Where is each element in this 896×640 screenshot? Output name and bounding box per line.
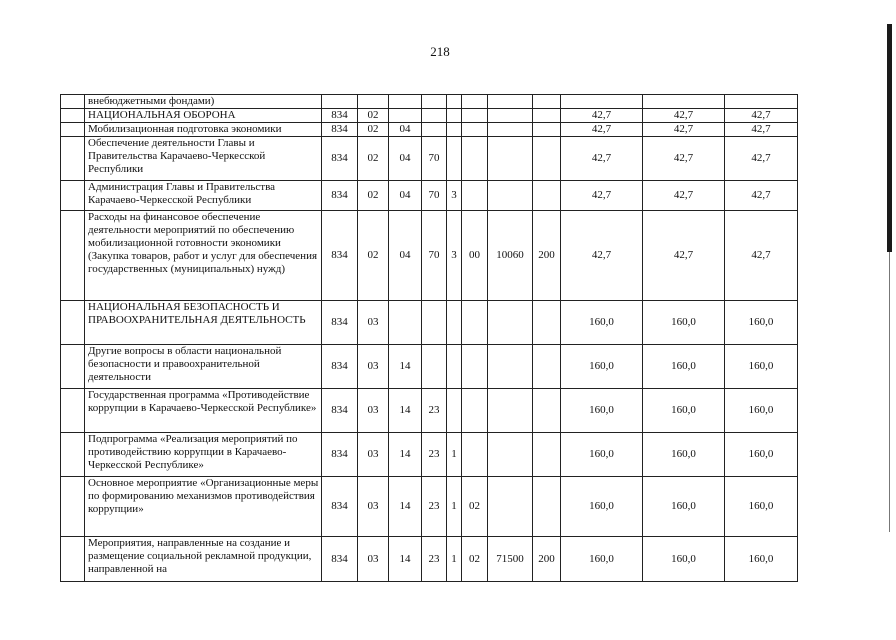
expense-type-code	[533, 95, 561, 109]
item-name: Другие вопросы в области национальной безопасности и правоохранительной деятельности	[85, 345, 322, 389]
section-code: 02	[358, 123, 389, 137]
amount-year-1: 160,0	[561, 301, 643, 345]
activity-code: 02	[462, 537, 488, 582]
dept-code: 834	[322, 301, 358, 345]
budget-table	[60, 94, 798, 582]
amount-year-2: 42,7	[643, 211, 725, 301]
amount-year-1: 42,7	[561, 181, 643, 211]
direction-code	[488, 137, 533, 181]
table-row	[61, 123, 798, 137]
row-marker-cell	[61, 345, 85, 389]
dept-code: 834	[322, 537, 358, 582]
dept-code	[322, 95, 358, 109]
direction-code	[488, 123, 533, 137]
subsection-code: 04	[389, 123, 422, 137]
row-marker-cell	[61, 181, 85, 211]
table-row	[61, 181, 798, 211]
amount-year-1: 42,7	[561, 123, 643, 137]
activity-code	[462, 301, 488, 345]
subsection-code: 04	[389, 211, 422, 301]
section-code: 02	[358, 137, 389, 181]
expense-type-code	[533, 137, 561, 181]
direction-code	[488, 109, 533, 123]
amount-year-2: 160,0	[643, 345, 725, 389]
table-row	[61, 477, 798, 537]
amount-year-2: 160,0	[643, 301, 725, 345]
direction-code	[488, 95, 533, 109]
amount-year-1: 160,0	[561, 389, 643, 433]
program-code	[422, 301, 447, 345]
row-marker-cell	[61, 389, 85, 433]
activity-code	[462, 389, 488, 433]
program-code	[422, 123, 447, 137]
direction-code: 71500	[488, 537, 533, 582]
section-code: 02	[358, 181, 389, 211]
item-name: Администрация Главы и Правительства Карачаево-Черкесской Республики	[85, 181, 322, 211]
activity-code: 00	[462, 211, 488, 301]
item-name: Основное мероприятие «Организационные меры по формированию механизмов противодействия коррупции»	[85, 477, 322, 537]
table-row	[61, 109, 798, 123]
direction-code	[488, 345, 533, 389]
subsection-code: 14	[389, 433, 422, 477]
program-code	[422, 109, 447, 123]
program-code	[422, 95, 447, 109]
dept-code: 834	[322, 137, 358, 181]
table-row	[61, 95, 798, 109]
activity-code	[462, 181, 488, 211]
section-code: 03	[358, 345, 389, 389]
row-marker-cell	[61, 95, 85, 109]
scan-edge-line	[889, 252, 890, 532]
table-row	[61, 345, 798, 389]
row-marker-cell	[61, 109, 85, 123]
subprogram-code	[447, 137, 462, 181]
subsection-code: 04	[389, 181, 422, 211]
amount-year-2	[643, 95, 725, 109]
amount-year-1: 160,0	[561, 345, 643, 389]
expense-type-code	[533, 477, 561, 537]
section-code: 03	[358, 389, 389, 433]
expense-type-code	[533, 123, 561, 137]
dept-code: 834	[322, 109, 358, 123]
amount-year-3: 42,7	[725, 109, 798, 123]
amount-year-1: 160,0	[561, 433, 643, 477]
item-name: Расходы на финансовое обеспечение деятельности мероприятий по обеспечению мобилизационной готовности экономики (Закупка товаров, работ и услуг для обеспечения государственных (муниципальных) нужд)	[85, 211, 322, 301]
row-marker-cell	[61, 211, 85, 301]
direction-code	[488, 477, 533, 537]
amount-year-3: 42,7	[725, 123, 798, 137]
direction-code	[488, 301, 533, 345]
subsection-code	[389, 301, 422, 345]
subsection-code: 14	[389, 537, 422, 582]
amount-year-1: 160,0	[561, 477, 643, 537]
amount-year-3: 160,0	[725, 433, 798, 477]
amount-year-2: 42,7	[643, 109, 725, 123]
amount-year-3: 42,7	[725, 181, 798, 211]
expense-type-code	[533, 181, 561, 211]
item-name: Обеспечение деятельности Главы и Правительства Карачаево-Черкесской Республики	[85, 137, 322, 181]
subprogram-code	[447, 109, 462, 123]
expense-type-code	[533, 345, 561, 389]
amount-year-3: 160,0	[725, 477, 798, 537]
activity-code	[462, 123, 488, 137]
amount-year-1	[561, 95, 643, 109]
subsection-code	[389, 95, 422, 109]
table-row	[61, 137, 798, 181]
section-code: 03	[358, 477, 389, 537]
activity-code	[462, 345, 488, 389]
subsection-code: 14	[389, 389, 422, 433]
table-row	[61, 433, 798, 477]
amount-year-2: 160,0	[643, 433, 725, 477]
table-row	[61, 211, 798, 301]
subprogram-code: 3	[447, 181, 462, 211]
section-code: 02	[358, 109, 389, 123]
program-code	[422, 345, 447, 389]
table-row	[61, 389, 798, 433]
budget-table-body	[61, 95, 798, 582]
section-code: 02	[358, 211, 389, 301]
section-code: 03	[358, 433, 389, 477]
activity-code	[462, 137, 488, 181]
direction-code	[488, 389, 533, 433]
dept-code: 834	[322, 433, 358, 477]
row-marker-cell	[61, 433, 85, 477]
item-name: Подпрограмма «Реализация мероприятий по противодействию коррупции в Карачаево-Черкесской Республике»	[85, 433, 322, 477]
page-number: 218	[430, 44, 450, 59]
table-row	[61, 537, 798, 582]
dept-code: 834	[322, 389, 358, 433]
amount-year-1: 160,0	[561, 537, 643, 582]
subprogram-code	[447, 95, 462, 109]
subsection-code: 04	[389, 137, 422, 181]
subprogram-code	[447, 345, 462, 389]
direction-code	[488, 181, 533, 211]
expense-type-code: 200	[533, 211, 561, 301]
program-code: 70	[422, 211, 447, 301]
amount-year-2: 42,7	[643, 137, 725, 181]
amount-year-1: 42,7	[561, 211, 643, 301]
table-row	[61, 301, 798, 345]
activity-code: 02	[462, 477, 488, 537]
row-marker-cell	[61, 537, 85, 582]
row-marker-cell	[61, 137, 85, 181]
item-name: Государственная программа «Противодействие коррупции в Карачаево-Черкесской Республике»	[85, 389, 322, 433]
expense-type-code	[533, 109, 561, 123]
item-name: НАЦИОНАЛЬНАЯ БЕЗОПАСНОСТЬ И ПРАВООХРАНИТЕЛЬНАЯ ДЕЯТЕЛЬНОСТЬ	[85, 301, 322, 345]
subprogram-code: 1	[447, 433, 462, 477]
expense-type-code	[533, 301, 561, 345]
dept-code: 834	[322, 477, 358, 537]
row-marker-cell	[61, 477, 85, 537]
item-name: Мобилизационная подготовка экономики	[85, 123, 322, 137]
row-marker-cell	[61, 301, 85, 345]
direction-code	[488, 433, 533, 477]
activity-code	[462, 433, 488, 477]
program-code: 23	[422, 389, 447, 433]
subsection-code: 14	[389, 477, 422, 537]
row-marker-cell	[61, 123, 85, 137]
subsection-code	[389, 109, 422, 123]
item-name: Мероприятия, направленные на создание и размещение социальной рекламной продукции, направленной на	[85, 537, 322, 582]
amount-year-3: 42,7	[725, 137, 798, 181]
section-code	[358, 95, 389, 109]
amount-year-3: 160,0	[725, 345, 798, 389]
subprogram-code: 3	[447, 211, 462, 301]
amount-year-3: 160,0	[725, 301, 798, 345]
program-code: 23	[422, 537, 447, 582]
section-code: 03	[358, 301, 389, 345]
expense-type-code	[533, 389, 561, 433]
amount-year-2: 42,7	[643, 181, 725, 211]
item-name: внебюджетными фондами)	[85, 95, 322, 109]
expense-type-code	[533, 433, 561, 477]
section-code: 03	[358, 537, 389, 582]
amount-year-2: 160,0	[643, 389, 725, 433]
direction-code: 10060	[488, 211, 533, 301]
amount-year-1: 42,7	[561, 109, 643, 123]
amount-year-2: 160,0	[643, 537, 725, 582]
amount-year-2: 42,7	[643, 123, 725, 137]
dept-code: 834	[322, 345, 358, 389]
dept-code: 834	[322, 211, 358, 301]
scan-edge-shadow	[887, 24, 892, 252]
amount-year-3	[725, 95, 798, 109]
program-code: 23	[422, 477, 447, 537]
subprogram-code: 1	[447, 477, 462, 537]
program-code: 70	[422, 137, 447, 181]
subsection-code: 14	[389, 345, 422, 389]
dept-code: 834	[322, 123, 358, 137]
amount-year-2: 160,0	[643, 477, 725, 537]
expense-type-code: 200	[533, 537, 561, 582]
program-code: 70	[422, 181, 447, 211]
activity-code	[462, 95, 488, 109]
item-name: НАЦИОНАЛЬНАЯ ОБОРОНА	[85, 109, 322, 123]
subprogram-code	[447, 123, 462, 137]
dept-code: 834	[322, 181, 358, 211]
amount-year-3: 42,7	[725, 211, 798, 301]
subprogram-code: 1	[447, 537, 462, 582]
subprogram-code	[447, 301, 462, 345]
program-code: 23	[422, 433, 447, 477]
amount-year-1: 42,7	[561, 137, 643, 181]
amount-year-3: 160,0	[725, 537, 798, 582]
subprogram-code	[447, 389, 462, 433]
amount-year-3: 160,0	[725, 389, 798, 433]
activity-code	[462, 109, 488, 123]
